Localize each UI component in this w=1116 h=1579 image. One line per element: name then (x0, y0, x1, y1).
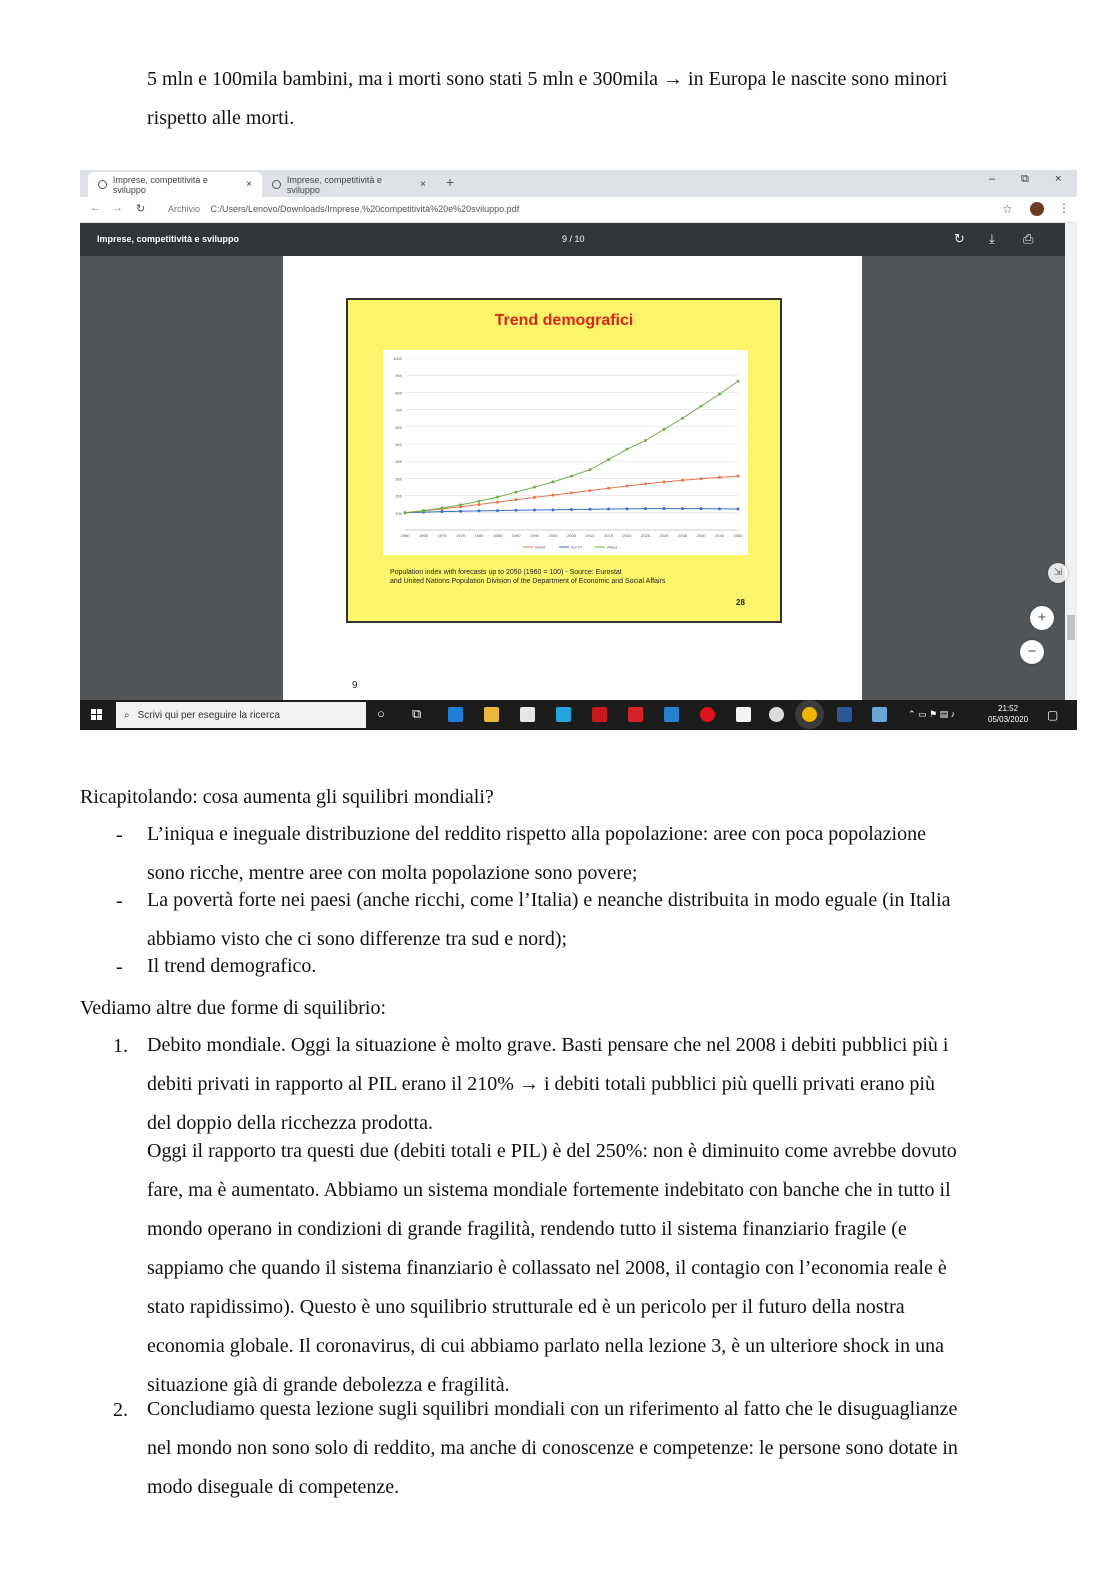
file-explorer-icon[interactable] (484, 707, 499, 722)
y-tick-label-4: 500 (395, 442, 402, 447)
point-africa-1980 (478, 500, 481, 503)
point-africa-2045 (718, 393, 721, 396)
intro-line-2: rispetto alle morti. (147, 107, 295, 129)
y-tick-label-9: 1000 (393, 356, 402, 361)
reload-button[interactable]: ↻ (136, 203, 146, 215)
forms-item-1-para2-line: situazione già di grande debolezza e fragilità. (147, 1374, 510, 1396)
forms-item-1-line: debiti privati in rapporto al PIL erano il 210% → i debiti totali pubblici più quelli privati erano più (147, 1073, 935, 1095)
globe-icon (98, 180, 107, 189)
point-world-2030 (663, 481, 666, 484)
caption-line-1: Population index with forecasts up to 2050 (1960 = 100) - Source: Eurostat (390, 569, 622, 576)
forms-item-2-line: modo diseguale di competenze. (147, 1476, 400, 1498)
forms-item-1-para2-line: mondo operano in condizioni di grande fragilità, rendendo tutto il sistema finanziario fragile (e (147, 1218, 907, 1240)
cortana-icon[interactable]: ○ (377, 706, 385, 721)
maximize-button[interactable]: ⧉ (1021, 173, 1029, 185)
new-tab-button[interactable]: + (446, 174, 455, 190)
legend-label-africa: Africa (607, 544, 618, 550)
clock-time: 21:52 (998, 704, 1019, 713)
y-tick-label-1: 200 (395, 493, 402, 499)
slide (346, 298, 782, 623)
rotate-icon[interactable]: ↻ (954, 231, 965, 246)
app-bird-icon[interactable] (872, 707, 887, 722)
x-tick-label-2: 1970 (437, 533, 447, 538)
point-eu-27-1970 (441, 510, 444, 513)
browser-tab-2[interactable] (262, 172, 436, 197)
point-africa-2025 (644, 439, 647, 442)
globe-icon (272, 180, 281, 189)
zoom-in-button[interactable]: + (1030, 606, 1054, 630)
slide-number: 28 (736, 598, 745, 607)
edge-icon[interactable] (448, 707, 463, 722)
x-tick-label-8: 2000 (548, 533, 558, 538)
point-eu-27-2010 (589, 508, 592, 511)
pdf-title: Imprese, competitività e sviluppo (97, 234, 240, 244)
windows-start-icon[interactable] (91, 709, 102, 720)
point-world-1980 (478, 503, 481, 506)
tab-bar (80, 170, 1077, 197)
point-world-1990 (515, 498, 518, 501)
document-icon[interactable] (736, 707, 751, 722)
y-tick-label-0: 100 (395, 510, 402, 516)
windows-taskbar (80, 700, 1077, 730)
point-africa-2015 (607, 458, 610, 461)
x-tick-label-18: 2050 (733, 533, 743, 538)
search-icon: ⌕ (124, 709, 130, 721)
scrollbar[interactable] (1065, 223, 1077, 700)
forms-item-2 (147, 1390, 1057, 1507)
bullet-dash: - (116, 824, 123, 846)
x-tick-label-0: 1960 (400, 533, 410, 538)
point-africa-2040 (700, 405, 703, 408)
point-world-2025 (644, 482, 647, 485)
mail-icon[interactable] (664, 707, 679, 722)
population-chart (383, 350, 748, 555)
zoom-out-button[interactable]: − (1020, 640, 1044, 664)
x-tick-label-4: 1980 (474, 533, 484, 538)
tab-2-close-icon[interactable]: × (420, 179, 426, 190)
store-icon[interactable] (520, 707, 535, 722)
point-world-1995 (533, 496, 536, 499)
system-tray-icons[interactable]: ⌃ ▭ ⚑ ▤ ♪ (908, 709, 956, 719)
tab-1-close-icon[interactable]: × (246, 179, 252, 190)
point-eu-27-2020 (626, 507, 629, 510)
intro-line-1: 5 mln e 100mila bambini, ma i morti sono stati 5 mln e 300mila → in Europa le nascite sono minori (147, 68, 948, 90)
point-africa-1990 (515, 491, 518, 494)
point-eu-27-1990 (515, 509, 518, 512)
app-l-icon[interactable] (556, 707, 571, 722)
browser-tab-1[interactable] (88, 172, 262, 197)
browser-menu-icon[interactable]: ⋮ (1058, 201, 1070, 215)
point-africa-2020 (626, 448, 629, 451)
search-placeholder: Scrivi qui per eseguire la ricerca (137, 709, 280, 721)
point-eu-27-2040 (700, 507, 703, 510)
point-africa-1985 (496, 495, 499, 498)
x-tick-label-13: 2025 (641, 533, 650, 538)
forms-item-2-line: Concludiamo questa lezione sugli squilibri mondiali con un riferimento al fatto che le disuguaglianze (147, 1398, 958, 1420)
point-world-2040 (700, 477, 703, 480)
point-world-2010 (589, 489, 592, 492)
point-world-2005 (570, 491, 573, 494)
legend-label-world: World (535, 544, 546, 550)
scrollbar-thumb[interactable] (1067, 615, 1075, 640)
pdf-page-indicator: 9 / 10 (562, 234, 585, 244)
list-number-2: 2. (113, 1399, 128, 1421)
pdf-toolbar (80, 223, 1065, 256)
point-eu-27-1995 (533, 509, 536, 512)
point-africa-1960 (404, 511, 407, 514)
forms-item-1-para2-line: stato rapidissimo). Questo è uno squilibrio strutturale ed è un pericolo per il futuro della nostra (147, 1296, 905, 1318)
url-prefix: Archivio (168, 204, 201, 214)
point-africa-2030 (663, 428, 666, 431)
point-world-2000 (552, 494, 555, 497)
download-icon[interactable]: ⤓ (989, 231, 995, 246)
recap-item-2-line-1: La povertà forte nei paesi (anche ricchi, come l’Italia) e neanche distribuita in modo eguale (in Italia (147, 889, 951, 911)
point-africa-1975 (459, 503, 462, 506)
word-icon[interactable] (837, 707, 852, 722)
address-bar (80, 197, 1077, 223)
recap-item-1-line-1: L’iniqua e ineguale distribuzione del reddito rispetto alla popolazione: aree con poca popolazione (147, 823, 926, 845)
opera-icon[interactable] (700, 707, 715, 722)
point-eu-27-2035 (681, 507, 684, 510)
forms-item-1-line: del doppio della ricchezza prodotta. (147, 1112, 433, 1134)
point-world-2045 (718, 476, 721, 479)
clock-date: 05/03/2020 (988, 715, 1029, 724)
recap-item-1-line-2: sono ricche, mentre aree con molta popolazione sono povere; (147, 862, 638, 884)
point-eu-27-2030 (663, 507, 666, 510)
y-tick-label-8: 900 (395, 373, 402, 379)
x-tick-label-14: 2030 (659, 533, 669, 538)
forms-item-1-para2-line: sappiamo che quando il sistema finanziario è collassato nel 2008, il contagio con l’economia reale è (147, 1257, 947, 1279)
chrome-active-icon[interactable] (802, 707, 817, 722)
x-tick-label-9: 2005 (567, 533, 576, 538)
point-africa-2010 (589, 468, 592, 471)
task-view-icon[interactable]: ⧉ (412, 706, 422, 721)
recap-item-3-line-1: Il trend demografico. (147, 955, 317, 977)
point-eu-27-2025 (644, 507, 647, 510)
taskbar-clock[interactable] (988, 703, 1028, 725)
x-tick-label-17: 2045 (715, 533, 724, 538)
point-eu-27-1975 (459, 510, 462, 513)
slide-title: Trend demografici (494, 312, 634, 329)
intro-paragraph (147, 60, 1057, 138)
forward-button[interactable]: → (112, 202, 123, 214)
tab-2-label: Imprese, competitività e sviluppo (286, 174, 382, 195)
page-number-label: 9 (352, 680, 358, 691)
notification-icon[interactable]: ▢ (1047, 708, 1059, 722)
y-tick-label-5: 600 (395, 424, 402, 430)
url-text: C:/Users/Lenovo/Downloads/Imprese,%20competitività%20e%20sviluppo.pdf (210, 204, 520, 214)
list-number-1: 1. (113, 1035, 128, 1057)
point-eu-27-2015 (607, 508, 610, 511)
point-eu-27-1980 (478, 509, 481, 512)
y-tick-label-6: 700 (395, 407, 402, 413)
pdf-page (283, 256, 862, 700)
chart-area (383, 350, 748, 555)
print-icon[interactable]: ⎙ (1023, 231, 1034, 246)
fit-page-button[interactable]: ⇲ (1048, 563, 1068, 583)
forms-heading: Vediamo altre due forme di squilibrio: (80, 997, 387, 1019)
back-button[interactable]: ← (90, 202, 101, 214)
point-world-1985 (496, 501, 499, 504)
close-window-button[interactable]: × (1055, 173, 1062, 185)
forms-item-1-paragraph-2 (147, 1132, 1057, 1405)
point-africa-2000 (552, 480, 555, 483)
point-world-2035 (681, 479, 684, 482)
caption-line-2: and United Nations Population Division of the Department of Economic and Social Affairs (390, 578, 666, 585)
legend-label-eu-27: EU-27 (571, 544, 583, 550)
forms-item-1 (147, 1026, 1057, 1143)
taskbar-search[interactable] (116, 702, 366, 728)
forms-item-1-para2-line: economia globale. Il coronavirus, di cui abbiamo parlato nella lezione 3, è un ulteriore shock in una (147, 1335, 944, 1357)
chrome-icon[interactable] (769, 707, 784, 722)
x-tick-label-15: 2035 (678, 533, 687, 538)
point-eu-27-2045 (718, 507, 721, 510)
x-tick-label-3: 1975 (456, 533, 465, 538)
forms-item-1-line: Debito mondiale. Oggi la situazione è molto grave. Basti pensare che nel 2008 i debiti pubblici più i (147, 1034, 949, 1056)
x-tick-label-16: 2040 (696, 533, 706, 538)
minimize-button[interactable]: – (989, 173, 996, 185)
point-eu-27-2050 (737, 508, 740, 511)
x-tick-label-6: 1990 (511, 533, 521, 538)
point-world-2050 (737, 475, 740, 478)
profile-avatar[interactable] (1030, 202, 1044, 216)
x-tick-label-7: 1995 (530, 533, 539, 538)
x-tick-label-5: 1985 (493, 533, 502, 538)
url-field[interactable] (168, 204, 519, 214)
slide-caption (390, 568, 750, 586)
recap-item-3 (147, 947, 1057, 986)
media-app-icon[interactable] (628, 707, 643, 722)
mcafee-icon[interactable] (592, 707, 607, 722)
point-africa-2050 (737, 380, 740, 383)
forms-item-2-line: nel mondo non sono solo di reddito, ma anche di conoscenze e competenze: le persone sono dotate in (147, 1437, 958, 1459)
y-tick-label-7: 800 (395, 390, 402, 396)
point-africa-2005 (570, 474, 573, 477)
forms-item-1-para2-line: fare, ma è aumentato. Abbiamo un sistema mondiale fortemente indebitato con banche che in tutto il (147, 1179, 951, 1201)
y-tick-label-2: 300 (395, 476, 402, 482)
bullet-dash: - (116, 890, 123, 912)
point-world-2020 (626, 484, 629, 487)
recap-heading: Ricapitolando: cosa aumenta gli squilibri mondiali? (80, 786, 494, 808)
bookmark-star-icon[interactable]: ☆ (1002, 202, 1013, 216)
series-line-world (405, 476, 738, 513)
point-world-2015 (607, 487, 610, 490)
x-tick-label-10: 2010 (585, 533, 595, 538)
x-tick-label-12: 2020 (622, 533, 632, 538)
point-eu-27-2005 (570, 508, 573, 511)
point-africa-2035 (681, 417, 684, 420)
browser-screenshot (80, 170, 1077, 730)
point-africa-1965 (422, 509, 425, 512)
point-africa-1970 (441, 506, 444, 509)
y-tick-label-3: 400 (395, 459, 402, 465)
recap-item-2-line-2: abbiamo visto che ci sono differenze tra sud e nord); (147, 928, 568, 950)
point-africa-1995 (533, 486, 536, 489)
x-tick-label-1: 1965 (419, 533, 428, 538)
x-tick-label-11: 2015 (604, 533, 613, 538)
bullet-dash: - (116, 956, 123, 978)
forms-item-1-para2-line: Oggi il rapporto tra questi due (debiti totali e PIL) è del 250%: non è diminuito come avrebbe dovuto (147, 1140, 957, 1162)
point-eu-27-1985 (496, 509, 499, 512)
tab-1-label: Imprese, competitività e sviluppo (112, 174, 208, 195)
point-eu-27-2000 (552, 508, 555, 511)
